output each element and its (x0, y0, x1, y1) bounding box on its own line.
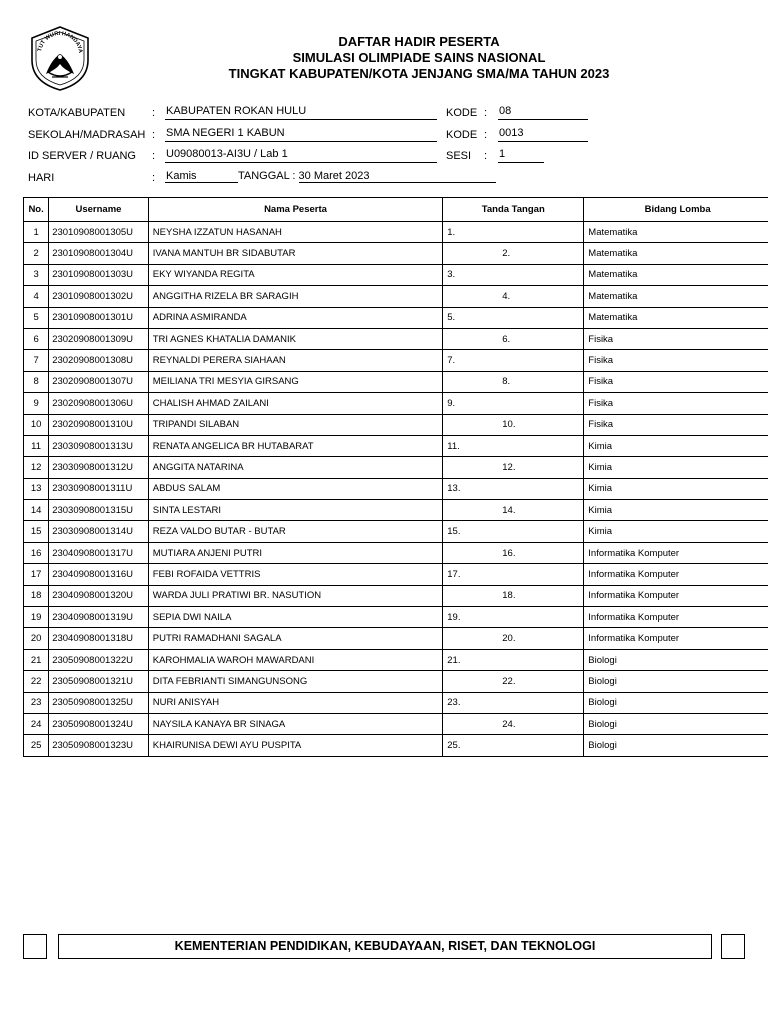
cell-tanda-tangan (443, 243, 584, 264)
cell-tanda-tangan (443, 713, 584, 734)
colon: : (484, 107, 488, 119)
table-row (24, 371, 768, 392)
table-row (24, 585, 768, 606)
cell-no: 23 (24, 692, 49, 713)
cell-tanda-tangan (443, 542, 584, 563)
cell-bidang: Informatika Komputer (584, 542, 768, 563)
table-row (24, 350, 768, 371)
cell-no: 20 (24, 628, 49, 649)
cell-nama: ANGGITA NATARINA (148, 457, 443, 478)
cell-bidang: Informatika Komputer (584, 607, 768, 628)
colon: : (152, 150, 156, 162)
cell-username: 23050908001323U (49, 735, 149, 756)
cell-bidang: Matematika (584, 264, 768, 285)
signature-number: 16. (502, 547, 516, 559)
footer-right-box (721, 934, 745, 959)
cell-no: 5 (24, 307, 49, 328)
cell-username: 23010908001303U (49, 264, 149, 285)
title-line-2: SIMULASI OLIMPIADE SAINS NASIONAL (292, 50, 546, 65)
table-row (24, 542, 768, 563)
header-no: No. (24, 198, 49, 222)
signature-number: 7. (447, 355, 456, 367)
signature-number: 20. (502, 633, 516, 645)
signature-number: 14. (502, 504, 516, 516)
signature-number: 5. (447, 312, 456, 324)
table-row (24, 307, 768, 328)
cell-no: 12 (24, 457, 49, 478)
cell-tanda-tangan (443, 500, 584, 521)
cell-no: 15 (24, 521, 49, 542)
cell-bidang: Informatika Komputer (584, 564, 768, 585)
cell-username: 23030908001311U (49, 478, 149, 499)
cell-no: 17 (24, 564, 49, 585)
cell-bidang: Biologi (584, 671, 768, 692)
table-row (24, 521, 768, 542)
cell-no: 4 (24, 286, 49, 307)
colon: : (484, 150, 488, 162)
table-header-row (24, 198, 768, 222)
table-row (24, 735, 768, 756)
header-nama: Nama Peserta (148, 198, 443, 222)
table-row (24, 222, 768, 243)
table-row (24, 286, 768, 307)
table-row (24, 671, 768, 692)
cell-username: 23020908001309U (49, 328, 149, 349)
signature-number: 18. (502, 590, 516, 602)
cell-nama: KHAIRUNISA DEWI AYU PUSPITA (148, 735, 443, 756)
footer-left-box (23, 934, 47, 959)
cell-no: 18 (24, 585, 49, 606)
sekolah-label: SEKOLAH/MADRASAH (28, 128, 146, 141)
signature-number: 11. (447, 440, 460, 452)
cell-nama: EKY WIYANDA REGITA (148, 264, 443, 285)
cell-username: 23050908001325U (49, 692, 149, 713)
cell-username: 23040908001319U (49, 607, 149, 628)
signature-number: 10. (502, 419, 516, 431)
cell-no: 13 (24, 478, 49, 499)
table-row (24, 328, 768, 349)
cell-bidang: Matematika (584, 307, 768, 328)
cell-bidang: Informatika Komputer (584, 585, 768, 606)
cell-no: 8 (24, 371, 49, 392)
cell-nama: REYNALDI PERERA SIAHAAN (148, 350, 443, 371)
signature-number: 9. (447, 397, 456, 409)
table-row (24, 414, 768, 435)
cell-username: 23030908001312U (49, 457, 149, 478)
cell-username: 23010908001305U (49, 222, 149, 243)
table-row (24, 713, 768, 734)
cell-no: 19 (24, 607, 49, 628)
cell-bidang: Kimia (584, 521, 768, 542)
cell-nama: SEPIA DWI NAILA (148, 607, 443, 628)
cell-tanda-tangan (443, 435, 584, 456)
cell-no: 10 (24, 414, 49, 435)
sesi-value: 1 (498, 148, 544, 163)
signature-number: 15. (447, 526, 461, 538)
cell-tanda-tangan (443, 692, 584, 713)
cell-nama: PUTRI RAMADHANI SAGALA (148, 628, 443, 649)
cell-bidang: Biologi (584, 649, 768, 670)
signature-number: 22. (502, 675, 516, 687)
sesi-label: SESI (446, 150, 472, 162)
server-value: U09080013-AI3U / Lab 1 (165, 148, 437, 163)
cell-username: 23040908001320U (49, 585, 149, 606)
cell-username: 23050908001322U (49, 649, 149, 670)
cell-username: 23010908001302U (49, 286, 149, 307)
cell-tanda-tangan (443, 264, 584, 285)
table-row (24, 607, 768, 628)
cell-username: 23030908001314U (49, 521, 149, 542)
table-row (24, 243, 768, 264)
cell-username: 23020908001308U (49, 350, 149, 371)
title-line-1: DAFTAR HADIR PESERTA (338, 34, 500, 49)
info-row-hari (28, 169, 748, 191)
cell-nama: SINTA LESTARI (148, 500, 443, 521)
cell-bidang: Matematika (584, 243, 768, 264)
cell-tanda-tangan (443, 328, 584, 349)
cell-no: 1 (24, 222, 49, 243)
tanggal-label: TANGGAL : (238, 169, 296, 182)
header-tanda-tangan: Tanda Tangan (443, 198, 584, 222)
colon: : (152, 128, 156, 141)
cell-no: 2 (24, 243, 49, 264)
cell-bidang: Biologi (584, 713, 768, 734)
cell-bidang: Kimia (584, 457, 768, 478)
table-row (24, 500, 768, 521)
cell-no: 22 (24, 671, 49, 692)
info-row-sekolah (28, 126, 748, 148)
cell-tanda-tangan (443, 350, 584, 371)
cell-username: 23010908001304U (49, 243, 149, 264)
tanggal-value: 30 Maret 2023 (299, 170, 496, 183)
attendance-table (23, 197, 768, 757)
table-row (24, 435, 768, 456)
cell-nama: REZA VALDO BUTAR - BUTAR (148, 521, 443, 542)
server-label: ID SERVER / RUANG (28, 150, 136, 162)
hari-label: HARI (28, 171, 55, 184)
tut-wuri-handayani-logo (24, 24, 96, 92)
title-line-3: TINGKAT KABUPATEN/KOTA JENJANG SMA/MA TAHUN 2023 (228, 66, 610, 81)
cell-tanda-tangan (443, 521, 584, 542)
table-body (24, 222, 768, 757)
hari-value: Kamis (165, 170, 238, 183)
info-row-kota (28, 104, 748, 126)
cell-tanda-tangan (443, 735, 584, 756)
cell-tanda-tangan (443, 649, 584, 670)
signature-number: 12. (502, 461, 516, 473)
signature-number: 21. (447, 654, 461, 666)
kode1-label: KODE (446, 107, 478, 119)
cell-username: 23020908001306U (49, 393, 149, 414)
signature-number: 6. (502, 333, 511, 345)
kota-label: KOTA/KABUPATEN (28, 107, 126, 119)
signature-number: 3. (447, 269, 456, 281)
cell-nama: DITA FEBRIANTI SIMANGUNSONG (148, 671, 443, 692)
colon: : (152, 171, 156, 184)
signature-number: 13. (447, 483, 461, 495)
info-section (28, 104, 748, 190)
signature-number: 1. (447, 226, 456, 238)
cell-username: 23040908001317U (49, 542, 149, 563)
cell-tanda-tangan (443, 393, 584, 414)
cell-no: 11 (24, 435, 49, 456)
signature-number: 2. (502, 248, 511, 260)
cell-nama: FEBI ROFAIDA VETTRIS (148, 564, 443, 585)
cell-nama: MEILIANA TRI MESYIA GIRSANG (148, 371, 443, 392)
table-row (24, 393, 768, 414)
cell-tanda-tangan (443, 222, 584, 243)
cell-no: 14 (24, 500, 49, 521)
table-row (24, 628, 768, 649)
cell-nama: RENATA ANGELICA BR HUTABARAT (148, 435, 443, 456)
cell-bidang: Kimia (584, 435, 768, 456)
cell-nama: CHALISH AHMAD ZAILANI (148, 393, 443, 414)
cell-username: 23010908001301U (49, 307, 149, 328)
signature-number: 24. (502, 718, 516, 730)
table-row (24, 478, 768, 499)
cell-no: 25 (24, 735, 49, 756)
signature-number: 17. (447, 568, 461, 580)
cell-nama: TRIPANDI SILABAN (148, 414, 443, 435)
header-bidang: Bidang Lomba (584, 198, 768, 222)
cell-bidang: Biologi (584, 735, 768, 756)
cell-bidang: Fisika (584, 328, 768, 349)
cell-bidang: Matematika (584, 286, 768, 307)
cell-no: 6 (24, 328, 49, 349)
document-header (100, 34, 738, 82)
colon: : (152, 107, 156, 119)
table-row (24, 649, 768, 670)
cell-tanda-tangan (443, 307, 584, 328)
cell-nama: TRI AGNES KHATALIA DAMANIK (148, 328, 443, 349)
signature-number: 8. (502, 376, 511, 388)
footer (23, 934, 745, 960)
cell-nama: ANGGITHA RIZELA BR SARAGIH (148, 286, 443, 307)
tut-wuri-handayani-emblem-icon (24, 24, 96, 92)
cell-no: 9 (24, 393, 49, 414)
cell-no: 16 (24, 542, 49, 563)
cell-bidang: Fisika (584, 393, 768, 414)
cell-tanda-tangan (443, 585, 584, 606)
cell-bidang: Biologi (584, 692, 768, 713)
header-username: Username (49, 198, 149, 222)
signature-number: 19. (447, 611, 461, 623)
cell-nama: ABDUS SALAM (148, 478, 443, 499)
cell-tanda-tangan (443, 628, 584, 649)
cell-tanda-tangan (443, 478, 584, 499)
cell-no: 3 (24, 264, 49, 285)
cell-tanda-tangan (443, 371, 584, 392)
cell-username: 23020908001310U (49, 414, 149, 435)
cell-bidang: Fisika (584, 371, 768, 392)
cell-no: 24 (24, 713, 49, 734)
hari-tanggal (165, 170, 496, 185)
cell-bidang: Kimia (584, 478, 768, 499)
info-row-server (28, 147, 748, 169)
table-row (24, 692, 768, 713)
cell-no: 21 (24, 649, 49, 670)
cell-username: 23040908001318U (49, 628, 149, 649)
cell-nama: MUTIARA ANJENI PUTRI (148, 542, 443, 563)
kode1-value: 08 (498, 105, 588, 120)
svg-text:TUT WURI HANDAYANI: TUT WURI HANDAYA (37, 30, 84, 54)
cell-username: 23020908001307U (49, 371, 149, 392)
cell-tanda-tangan (443, 564, 584, 585)
cell-bidang: Fisika (584, 350, 768, 371)
signature-number: 4. (502, 290, 511, 302)
cell-username: 23030908001315U (49, 500, 149, 521)
cell-tanda-tangan (443, 286, 584, 307)
kode2-value: 0013 (498, 127, 588, 142)
sekolah-value: SMA NEGERI 1 KABUN (165, 127, 437, 142)
cell-tanda-tangan (443, 414, 584, 435)
cell-tanda-tangan (443, 457, 584, 478)
table-row (24, 457, 768, 478)
signature-number: 25. (447, 740, 461, 752)
cell-bidang: Fisika (584, 414, 768, 435)
cell-nama: ADRINA ASMIRANDA (148, 307, 443, 328)
signature-number: 23. (447, 697, 461, 709)
cell-username: 23050908001324U (49, 713, 149, 734)
colon: : (484, 128, 488, 141)
cell-bidang: Matematika (584, 222, 768, 243)
cell-nama: IVANA MANTUH BR SIDABUTAR (148, 243, 443, 264)
cell-nama: NEYSHA IZZATUN HASANAH (148, 222, 443, 243)
cell-no: 7 (24, 350, 49, 371)
footer-ministry-text: KEMENTERIAN PENDIDIKAN, KEBUDAYAAN, RISET, DAN TEKNOLOGI (58, 934, 712, 959)
cell-nama: NURI ANISYAH (148, 692, 443, 713)
kode2-label: KODE (446, 128, 478, 141)
cell-username: 23030908001313U (49, 435, 149, 456)
kota-value: KABUPATEN ROKAN HULU (165, 105, 437, 120)
cell-username: 23040908001316U (49, 564, 149, 585)
table-row (24, 264, 768, 285)
table-row (24, 564, 768, 585)
cell-bidang: Informatika Komputer (584, 628, 768, 649)
cell-nama: KAROHMALIA WAROH MAWARDANI (148, 649, 443, 670)
cell-nama: WARDA JULI PRATIWI BR. NASUTION (148, 585, 443, 606)
cell-nama: NAYSILA KANAYA BR SINAGA (148, 713, 443, 734)
cell-tanda-tangan (443, 607, 584, 628)
cell-bidang: Kimia (584, 500, 768, 521)
cell-tanda-tangan (443, 671, 584, 692)
cell-username: 23050908001321U (49, 671, 149, 692)
